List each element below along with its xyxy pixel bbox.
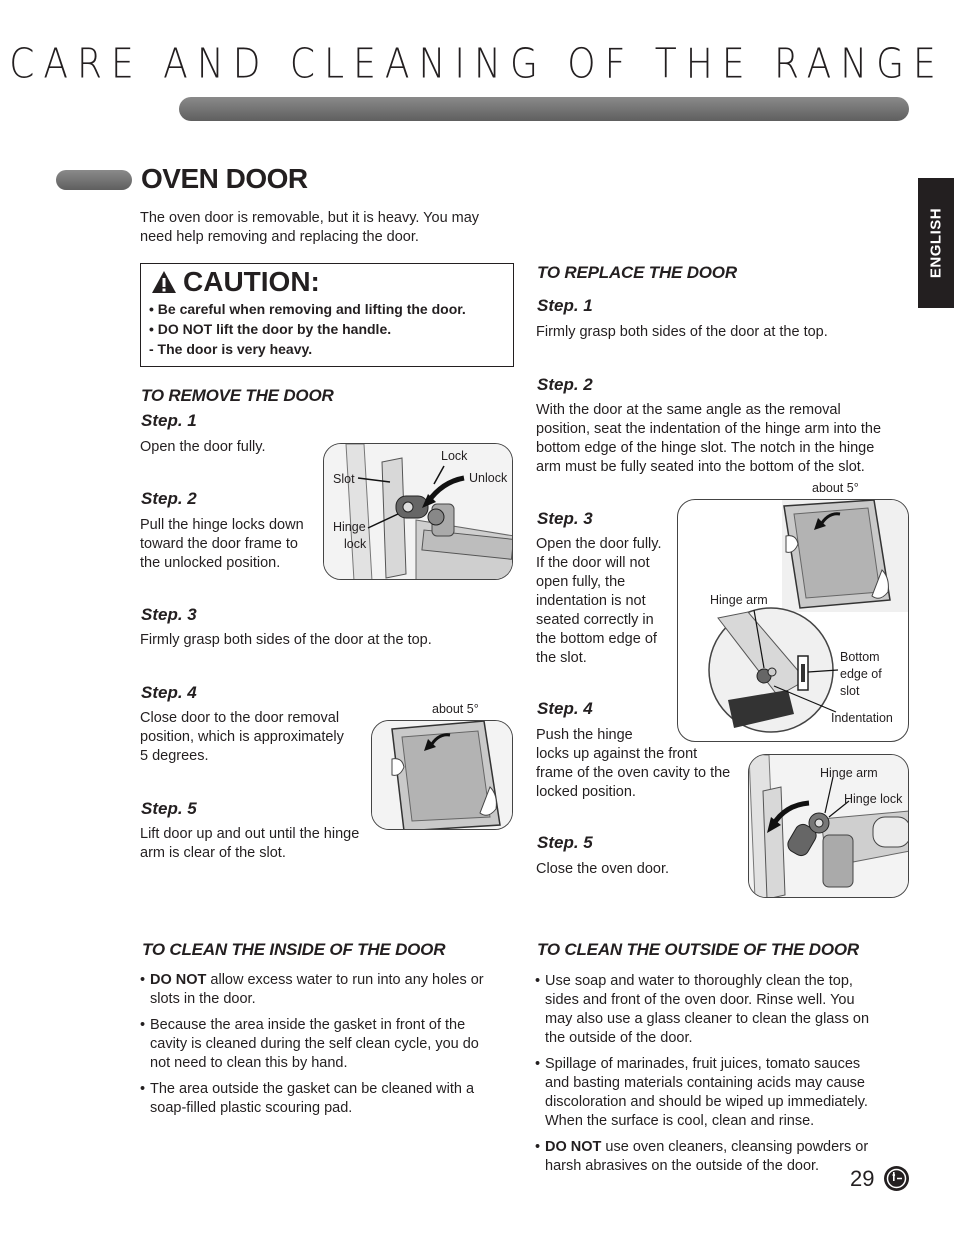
text-line: open fully, the <box>536 574 626 590</box>
text-line: With the door at the same angle as the removal <box>536 402 841 418</box>
hinge-arm-illustration <box>677 499 909 742</box>
clean-inside-heading: TO CLEAN THE INSIDE OF THE DOOR <box>142 940 446 959</box>
hinge-lock-push-illustration <box>748 754 909 898</box>
text-line: Push the hinge <box>536 727 633 743</box>
label-bottom: Bottom <box>840 650 880 664</box>
remove-step-1-text <box>140 438 265 457</box>
text-line: cavity is cleaned during the self clean cycle, you do <box>150 1036 479 1052</box>
text-line: Firmly grasp both sides of the door at the top. <box>140 632 432 648</box>
remove-step-3-text <box>140 631 432 650</box>
replace-step-2-label: Step. 2 <box>537 375 593 394</box>
remove-step-4-text <box>140 709 344 766</box>
text-line: When the surface is cool, clean and rinse. <box>545 1113 815 1129</box>
remove-step-3-label: Step. 3 <box>141 605 197 624</box>
door-angle-drawing <box>372 721 513 830</box>
text-line: and basting materials containing acids may cause <box>545 1075 865 1091</box>
list-item <box>140 971 520 1009</box>
text-line: If the door will not <box>536 555 650 571</box>
intro-text <box>140 209 479 247</box>
text-line: harsh abrasives on the outside of the door. <box>545 1158 820 1174</box>
text-line: soap-filled plastic scouring pad. <box>150 1100 353 1116</box>
hinge-lock-illustration <box>323 443 513 580</box>
text-line: position, seat the indentation of the hinge arm into the <box>536 421 882 437</box>
caution-title: CAUTION: <box>183 266 320 297</box>
replace-step-3-label: Step. 3 <box>537 509 593 528</box>
text-line: Open the door fully. <box>536 536 662 552</box>
list-item <box>535 1055 915 1131</box>
text-line: slots in the door. <box>150 991 256 1007</box>
text-line: sides and front of the oven door. Rinse well. You <box>545 992 855 1008</box>
page-number: 29 <box>850 1166 875 1191</box>
text-line: may also use a glass cleaner to clean the glass on <box>545 1011 870 1027</box>
text-line: not need to clean this by hand. <box>150 1055 348 1071</box>
list-item <box>140 1080 520 1118</box>
text-line: the unlocked position. <box>140 555 281 571</box>
caution-heading <box>151 266 320 298</box>
label-edge-of: edge of <box>840 667 882 681</box>
lg-logo-mark <box>884 1166 909 1191</box>
list-item <box>535 972 915 1048</box>
text-line: bottom edge of the hinge slot. The notch in the hinge <box>536 440 875 456</box>
text-line: locks up against the front <box>536 746 698 762</box>
label-slot: Slot <box>333 472 355 486</box>
text-line: 5 degrees. <box>140 748 209 764</box>
label-hinge-arm: Hinge arm <box>710 593 768 607</box>
text-line: arm is clear of the slot. <box>140 845 286 861</box>
section-pill <box>56 170 132 190</box>
label-about-5-remove: about 5° <box>432 702 479 716</box>
text-line: seated correctly in <box>536 612 654 628</box>
caution-line: • Be careful when removing and lifting the door. <box>149 301 466 317</box>
replace-step-2-text <box>536 401 881 477</box>
caution-line: - The door is very heavy. <box>149 341 313 357</box>
replace-step-3-text <box>536 535 661 668</box>
hinge-lock-drawing <box>324 444 513 580</box>
text-line: arm must be fully seated into the bottom of the slot. <box>536 459 865 475</box>
text-line: indentation is not <box>536 593 646 609</box>
replace-step-4-label: Step. 4 <box>537 699 593 718</box>
remove-step-2-text <box>140 516 304 573</box>
label-lock: Lock <box>441 449 468 463</box>
remove-heading: TO REMOVE THE DOOR <box>141 386 334 405</box>
text-line: locked position. <box>536 784 636 800</box>
clean-inside-list <box>140 971 520 1125</box>
text-line: Close the oven door. <box>536 861 670 877</box>
label-unlock: Unlock <box>469 471 508 485</box>
intro-line: need help removing and replacing the door. <box>140 229 419 245</box>
emphasis: DO NOT <box>150 972 207 988</box>
label-lock-2: lock <box>344 537 367 551</box>
text-line: position, which is approximately <box>140 729 344 745</box>
replace-step-5-text <box>536 860 669 879</box>
list-item <box>140 1016 520 1073</box>
label-slot-2: slot <box>840 684 860 698</box>
remove-step-1-label: Step. 1 <box>141 411 197 430</box>
emphasis: DO NOT <box>545 1139 602 1155</box>
text-line: Pull the hinge locks down <box>140 517 304 533</box>
remove-step-4-label: Step. 4 <box>141 683 197 702</box>
text-line: the slot. <box>536 650 587 666</box>
text-line: allow excess water to run into any holes or <box>206 972 484 988</box>
label-hinge: Hinge <box>333 520 366 534</box>
label-about-5-replace: about 5° <box>812 481 859 495</box>
clean-outside-heading: TO CLEAN THE OUTSIDE OF THE DOOR <box>537 940 859 959</box>
warning-icon <box>151 270 177 294</box>
replace-step-1-text <box>536 323 828 342</box>
lg-logo <box>884 1166 909 1191</box>
text-line: Because the area inside the gasket in front of the <box>150 1017 466 1033</box>
text-line: Close door to the door removal <box>140 710 340 726</box>
text-line: Open the door fully. <box>140 439 266 455</box>
text-line: the outside of the door. <box>545 1030 693 1046</box>
remove-step-5-label: Step. 5 <box>141 799 197 818</box>
language-tab-label: ENGLISH <box>927 207 945 279</box>
title-bar <box>179 97 909 121</box>
remove-step-5-text <box>140 825 359 863</box>
text-line: Firmly grasp both sides of the door at the top. <box>536 324 828 340</box>
replace-step-1-label: Step. 1 <box>537 296 593 315</box>
language-tab <box>918 178 954 308</box>
text-line: Use soap and water to thoroughly clean the top, <box>545 973 853 989</box>
text-line: toward the door frame to <box>140 536 298 552</box>
hinge-arm-drawing <box>678 500 909 742</box>
text-line: The area outside the gasket can be cleaned with a <box>150 1081 475 1097</box>
caution-line: • DO NOT lift the door by the handle. <box>149 321 392 337</box>
text-line: discoloration and should be wiped up immediately. <box>545 1094 868 1110</box>
page-title: CARE AND CLEANING OF THE RANGE <box>9 40 945 89</box>
text-line: use oven cleaners, cleansing powders or <box>601 1139 869 1155</box>
text-line: the bottom edge of <box>536 631 657 647</box>
label-hinge-lock: Hinge lock <box>844 792 903 806</box>
text-line: Spillage of marinades, fruit juices, tomato sauces <box>545 1056 861 1072</box>
replace-heading: TO REPLACE THE DOOR <box>537 263 737 282</box>
replace-step-5-label: Step. 5 <box>537 833 593 852</box>
text-line: Lift door up and out until the hinge <box>140 826 360 842</box>
door-angle-illustration <box>371 720 513 830</box>
section-title: OVEN DOOR <box>141 163 308 194</box>
clean-outside-list <box>535 972 915 1183</box>
remove-step-2-label: Step. 2 <box>141 489 197 508</box>
intro-line: The oven door is removable, but it is heavy. You may <box>140 210 480 226</box>
label-indentation: Indentation <box>831 711 893 725</box>
text-line: frame of the oven cavity to the <box>536 765 731 781</box>
label-hinge-arm-2: Hinge arm <box>820 766 878 780</box>
caution-box <box>140 263 514 367</box>
